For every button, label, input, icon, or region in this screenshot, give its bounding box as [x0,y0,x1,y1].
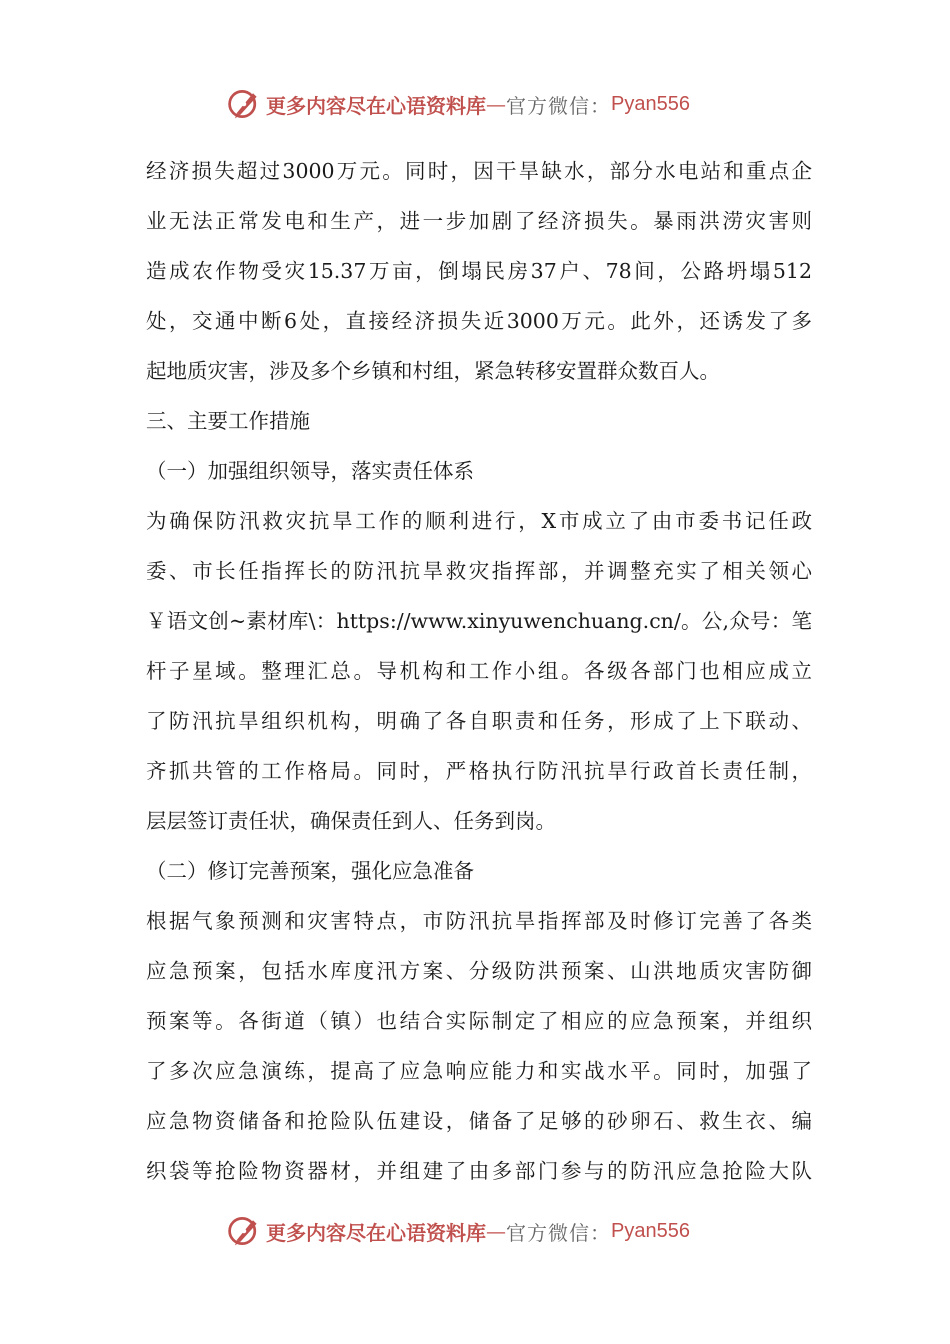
subsection-heading: （一）加强组织领导，落实责任体系 [146,459,474,483]
body-line: 杆子星域。整理汇总。导机构和工作小组。各级各部门也相应成立 [146,659,812,683]
body-line: 预案等。各街道（镇）也结合实际制定了相应的应急预案，并组织 [146,1009,812,1033]
pen-logo-icon [226,1213,262,1249]
body-line: 齐抓共管的工作格局。同时，严格执行防汛抗旱行政首长责任制， [146,759,812,783]
body-line: 处，交通中断6处，直接经济损失近3000万元。此外，还诱发了多 [146,309,812,333]
banner-official-text: 官方微信： [506,93,611,118]
body-line: 经济损失超过3000万元。同时，因干旱缺水，部分水电站和重点企 [146,159,812,183]
document-body [146,146,812,1196]
section-heading: 三、主要工作措施 [146,409,310,433]
body-line: ￥语文创~素材库\：https://www.xinyuwenchuang.cn/。公,众号：笔 [146,609,812,633]
header-banner [226,84,690,124]
banner-dash: — [486,92,506,116]
body-line: 了防汛抗旱组织机构，明确了各自职责和任务，形成了上下联动、 [146,709,812,733]
footer-banner [226,1211,690,1251]
body-line: 织袋等抢险物资器材，并组建了由多部门参与的防汛应急抢险大队 [146,1159,812,1183]
banner-official-text: 官方微信： [506,1220,611,1245]
banner-dash: — [486,1219,506,1243]
pen-logo-icon [226,86,262,122]
banner-brand-text: 更多内容尽在心语资料库 [266,1220,486,1245]
body-line: 层层签订责任状，确保责任到人、任务到岗。 [146,809,556,833]
body-line: 了多次应急演练，提高了应急响应能力和实战水平。同时，加强了 [146,1059,812,1083]
body-line: 应急物资储备和抢险队伍建设，储备了足够的砂卵石、救生衣、编 [146,1109,812,1133]
banner-wechat-id: Pyan556 [611,1219,690,1242]
body-line: 业无法正常发电和生产，进一步加剧了经济损失。暴雨洪涝灾害则 [146,209,812,233]
body-line: 造成农作物受灾15.37万亩，倒塌民房37户、78间，公路坍塌512 [146,259,812,283]
body-line: 为确保防汛救灾抗旱工作的顺利进行，X市成立了由市委书记任政 [146,509,812,533]
body-line: 根据气象预测和灾害特点，市防汛抗旱指挥部及时修订完善了各类 [146,909,812,933]
body-line: 应急预案，包括水库度汛方案、分级防洪预案、山洪地质灾害防御 [146,959,812,983]
banner-wechat-id: Pyan556 [611,92,690,115]
body-line: 委、市长任指挥长的防汛抗旱救灾指挥部，并调整充实了相关领心 [146,559,812,583]
banner-brand-text: 更多内容尽在心语资料库 [266,93,486,118]
body-line: 起地质灾害，涉及多个乡镇和村组，紧急转移安置群众数百人。 [146,359,720,383]
subsection-heading: （二）修订完善预案，强化应急准备 [146,859,474,883]
